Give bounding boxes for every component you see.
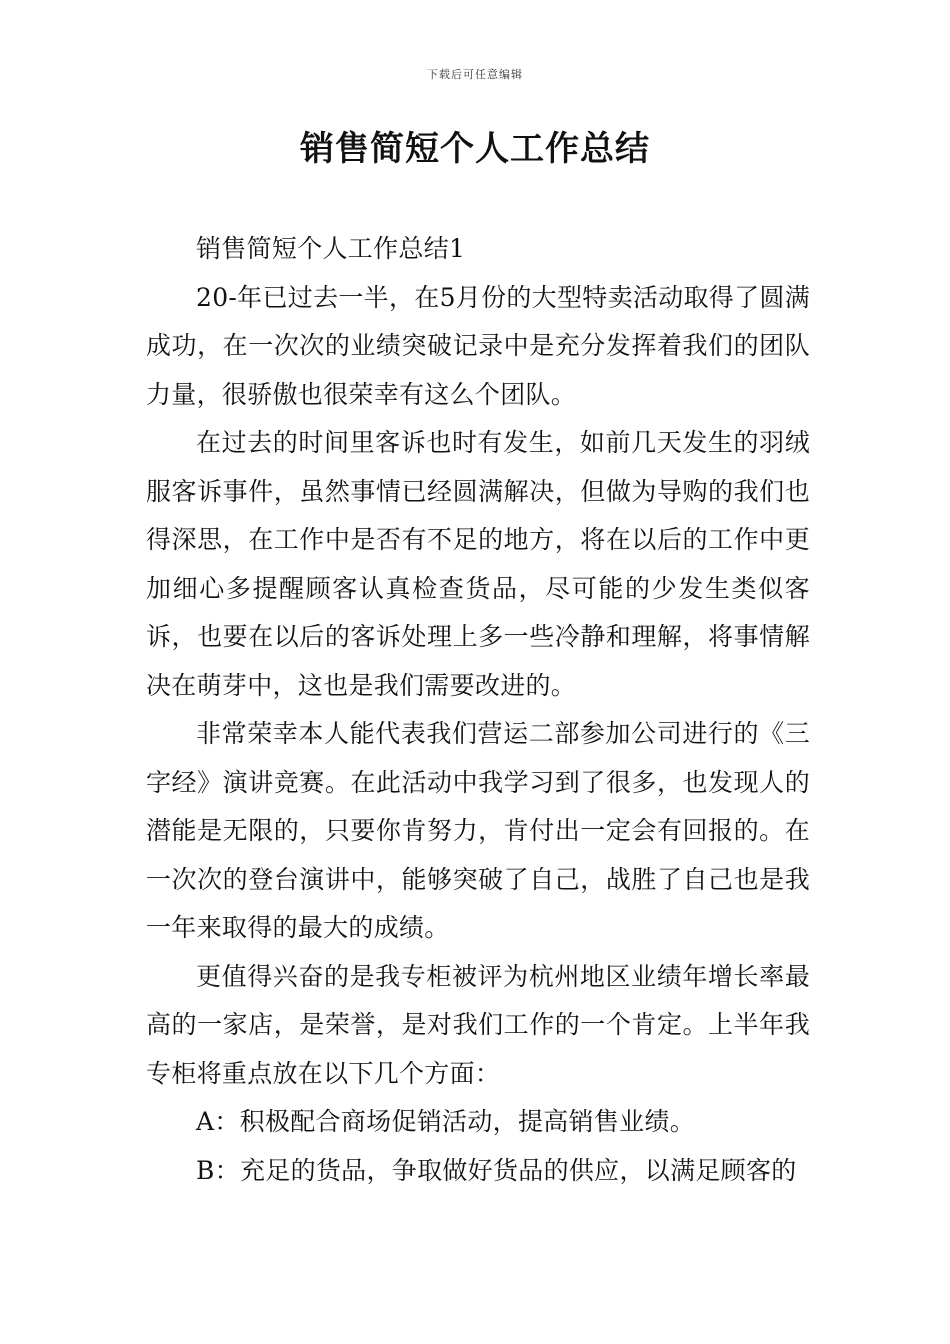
paragraph-3: 非常荣幸本人能代表我们营运二部参加公司进行的《三字经》演讲竞赛。在此活动中我学习到了很多，也发现人的潜能是无限的，只要你肯努力，肯付出一定会有回报的。在一次次的登台演讲中，能够突破了自己，战胜了自己也是我一年来取得的最大的成绩。 xyxy=(146,719,810,942)
paragraph-4: 更值得兴奋的是我专柜被评为杭州地区业绩年增长率最高的一家店，是荣誉，是对我们工作的一个肯定。上半年我专柜将重点放在以下几个方面： xyxy=(146,961,810,1088)
document-body xyxy=(146,225,810,1195)
section-heading: 销售简短个人工作总结1 xyxy=(196,234,466,263)
document-title: 销售简短个人工作总结 xyxy=(300,129,650,169)
header-note: 下载后可任意编辑 xyxy=(427,68,523,81)
paragraph-2: 在过去的时间里客诉也时有发生，如前几天发生的羽绒服客诉事件，虽然事情已经圆满解决，但做为导购的我们也得深思，在工作中是否有不足的地方，将在以后的工作中更加细心多提醒顾客认真检查货品，尽可能的少发生类似客诉，也要在以后的客诉处理上多一些冷静和理解，将事情解决在萌芽中，这也是我们需要改进的。 xyxy=(146,428,810,700)
list-item-b: B：充足的货品，争取做好货品的供应，以满足顾客的 xyxy=(196,1155,797,1185)
list-item-a: A：积极配合商场促销活动，提高销售业绩。 xyxy=(196,1107,696,1136)
paragraph-1: 20-年已过去一半，在5月份的大型特卖活动取得了圆满成功，在一次次的业绩突破记录中是充分发挥着我们的团队力量，很骄傲也很荣幸有这么个团队。 xyxy=(146,282,810,409)
